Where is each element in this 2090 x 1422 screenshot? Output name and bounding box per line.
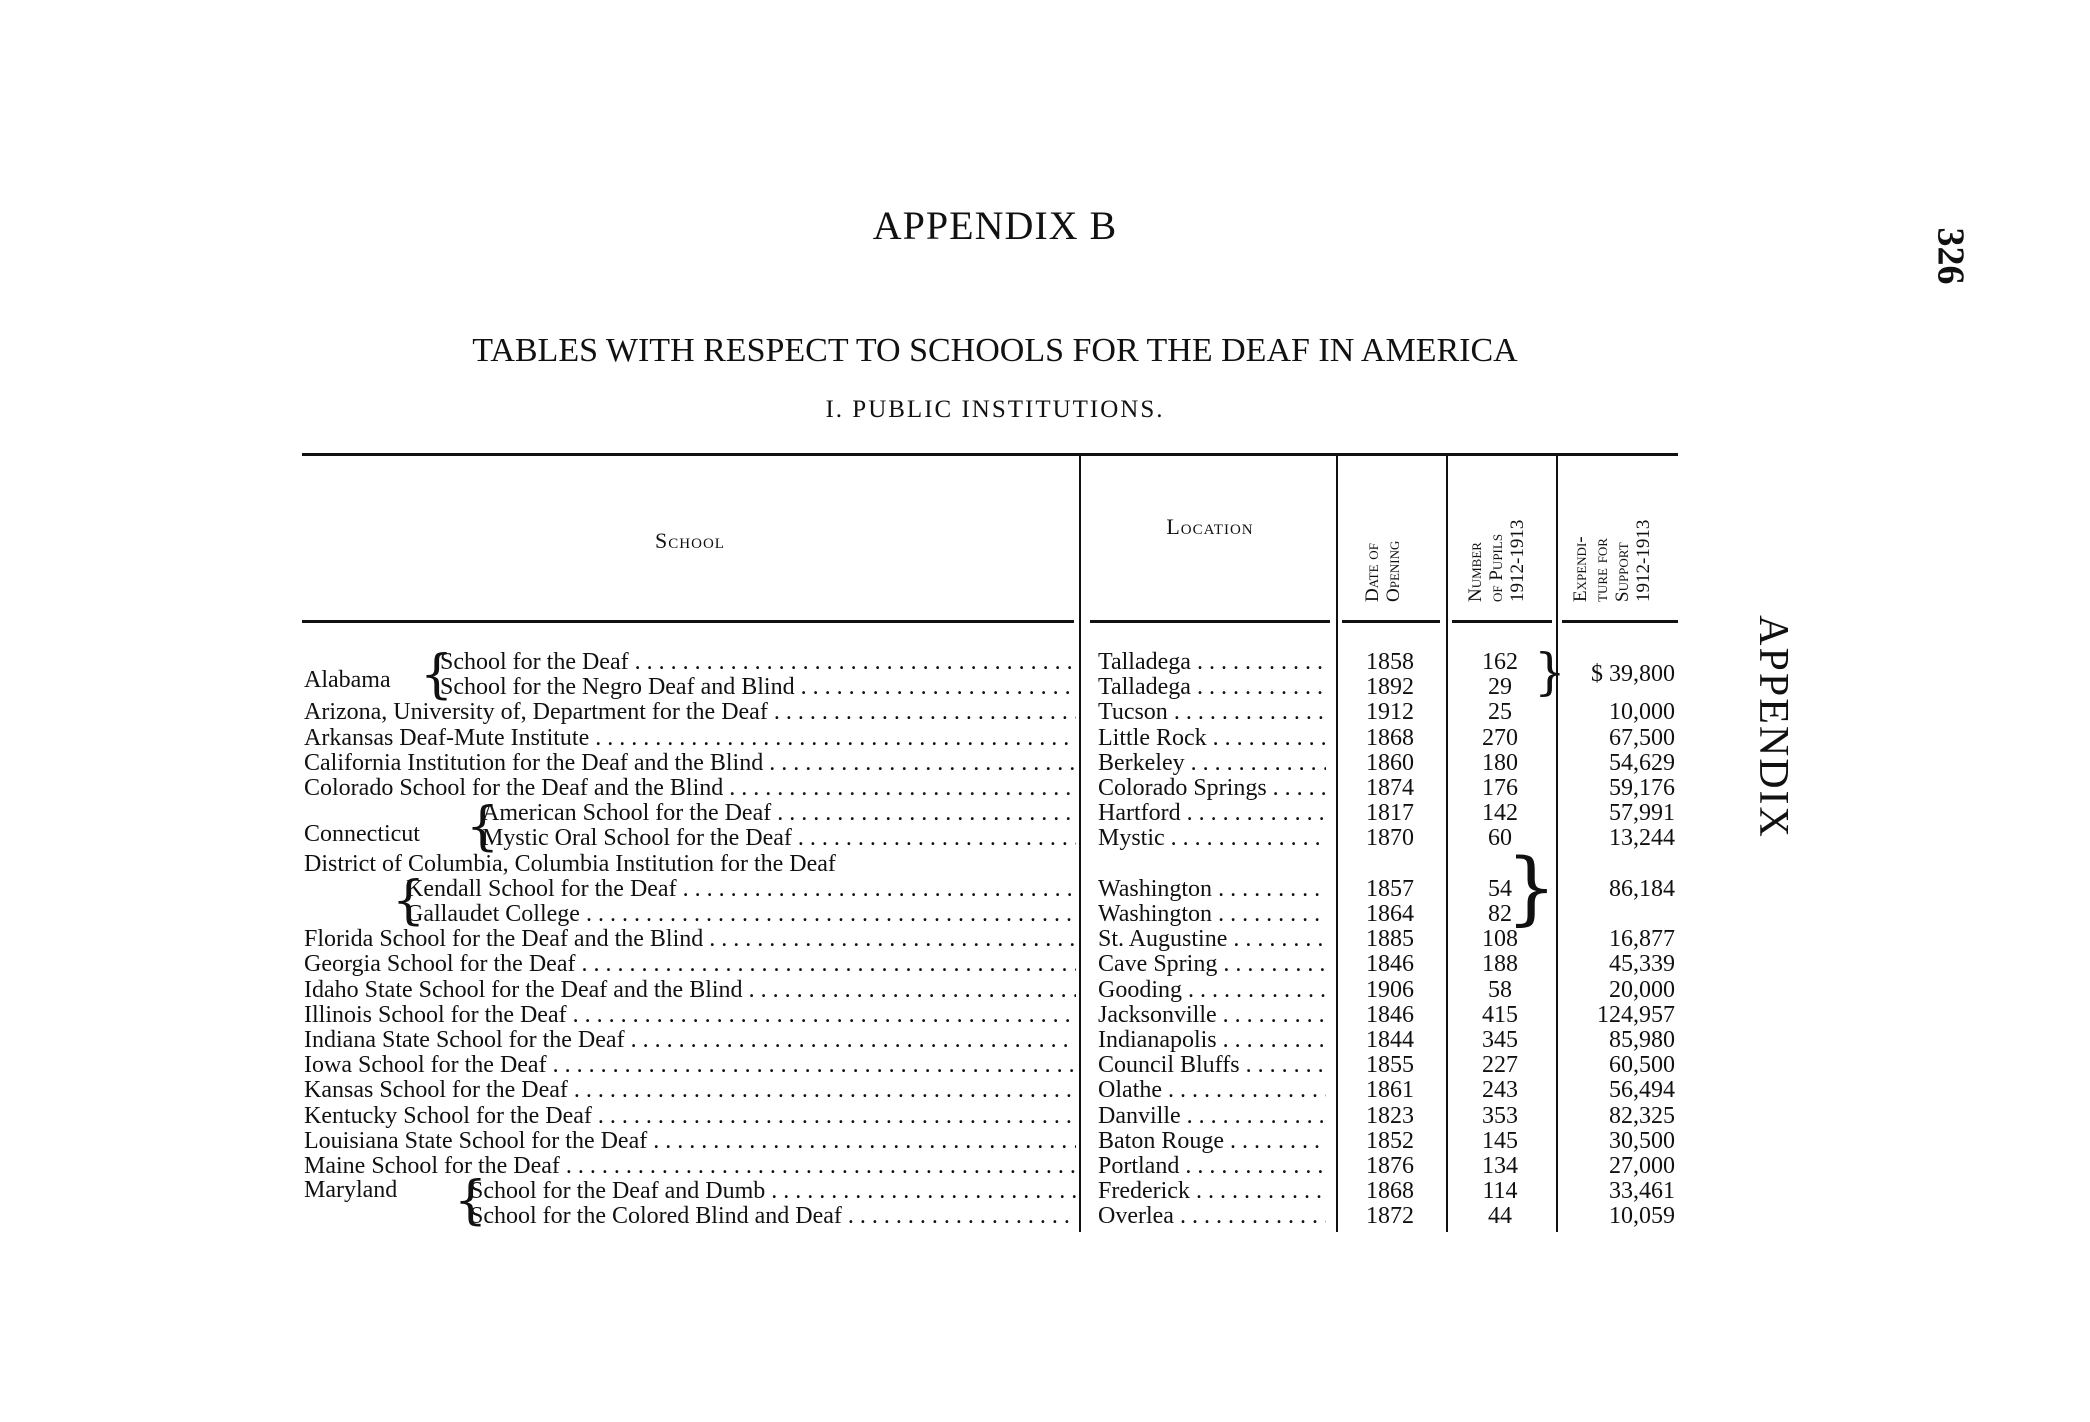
cell-number-of-pupils: 353	[1482, 1103, 1518, 1129]
location-name: Baton Rouge	[1098, 1129, 1224, 1154]
cell-expenditure: 56,494	[1609, 1077, 1675, 1103]
location-name: Portland	[1098, 1154, 1180, 1179]
school-name: Iowa School for the Deaf	[304, 1053, 547, 1078]
table-row	[0, 1129, 2090, 1154]
cell-expenditure: 16,877	[1609, 926, 1675, 952]
location-name: Gooding	[1098, 978, 1182, 1003]
cell-expenditure: 57,991	[1609, 800, 1675, 826]
location-name: Little Rock	[1098, 726, 1207, 751]
header-exp-line4: 1912-1913	[1633, 519, 1654, 602]
school-name: School for the Negro Deaf and Blind	[440, 675, 795, 700]
table-row	[0, 1204, 2090, 1229]
table-row	[0, 1003, 2090, 1028]
location-name: Mystic	[1098, 826, 1165, 851]
cell-date-of-opening: 1852	[1366, 1128, 1414, 1154]
cell-school	[482, 826, 1076, 851]
table-row	[0, 1028, 2090, 1053]
cell-expenditure: 10,059	[1609, 1203, 1675, 1229]
table-row	[0, 1104, 2090, 1129]
header-bottom-rule-date	[1342, 620, 1440, 623]
cell-date-of-opening: 1868	[1366, 1178, 1414, 1204]
cell-location	[1098, 1129, 1326, 1154]
cell-school	[304, 726, 1076, 751]
cell-school	[304, 1053, 1076, 1078]
cell-expenditure: 33,461	[1609, 1178, 1675, 1204]
cell-location	[1098, 726, 1326, 751]
table-row	[0, 726, 2090, 751]
cell-number-of-pupils: 25	[1488, 699, 1512, 725]
school-name: Louisiana State School for the Deaf	[304, 1129, 648, 1154]
school-name: American School for the Deaf	[482, 801, 772, 826]
table-row	[0, 1053, 2090, 1078]
cell-expenditure: 86,184	[1609, 876, 1675, 902]
cell-school	[304, 1104, 1076, 1129]
table-row	[0, 801, 2090, 826]
cell-location	[1098, 1179, 1326, 1204]
cell-date-of-opening: 1874	[1366, 775, 1414, 801]
header-expenditure	[1570, 520, 1654, 602]
cell-number-of-pupils: 176	[1482, 775, 1518, 801]
location-name: Tucson	[1098, 700, 1168, 725]
cell-date-of-opening: 1872	[1366, 1203, 1414, 1229]
cell-location	[1098, 700, 1326, 725]
table-row	[0, 877, 2090, 902]
cell-date-of-opening: 1876	[1366, 1153, 1414, 1179]
cell-number-of-pupils: 54	[1488, 876, 1512, 902]
cell-date-of-opening: 1885	[1366, 926, 1414, 952]
table-row	[0, 1078, 2090, 1103]
cell-number-of-pupils: 134	[1482, 1153, 1518, 1179]
school-name: Idaho State School for the Deaf and the Blind	[304, 978, 743, 1003]
cell-school	[304, 952, 1076, 977]
cell-date-of-opening: 1906	[1366, 977, 1414, 1003]
location-name: Hartford	[1098, 801, 1181, 826]
cell-location	[1098, 650, 1326, 675]
cell-number-of-pupils: 60	[1488, 825, 1512, 851]
cell-expenditure: 124,957	[1597, 1002, 1675, 1028]
cell-school	[304, 1129, 1076, 1154]
cell-school	[482, 801, 1076, 826]
location-name: Washington	[1098, 902, 1213, 927]
cell-number-of-pupils: 415	[1482, 1002, 1518, 1028]
cell-date-of-opening: 1868	[1366, 725, 1414, 751]
school-name: Maine School for the Deaf	[304, 1154, 560, 1179]
cell-number-of-pupils: 44	[1488, 1203, 1512, 1229]
cell-location	[1098, 1078, 1326, 1103]
table-row	[0, 675, 2090, 700]
cell-number-of-pupils: 114	[1482, 1178, 1518, 1204]
table-row	[0, 978, 2090, 1003]
school-name: Illinois School for the Deaf	[304, 1003, 567, 1028]
cell-number-of-pupils: 82	[1488, 901, 1512, 927]
header-bottom-rule-pupils	[1452, 620, 1552, 623]
cell-date-of-opening: 1846	[1366, 1002, 1414, 1028]
cell-school	[406, 902, 1076, 927]
location-name: Council Bluffs	[1098, 1053, 1240, 1078]
cell-date-of-opening: 1823	[1366, 1103, 1414, 1129]
cell-school	[304, 978, 1076, 1003]
header-location: Location	[1166, 514, 1254, 539]
header-bottom-rule-location	[1090, 620, 1330, 623]
group-label-connecticut: Connecticut	[304, 821, 420, 847]
location-name: St. Augustine	[1098, 927, 1228, 952]
cell-date-of-opening: 1846	[1366, 951, 1414, 977]
cell-expenditure: 54,629	[1609, 750, 1675, 776]
cell-location	[1098, 1204, 1326, 1229]
school-name: School for the Colored Blind and Deaf	[470, 1204, 842, 1229]
cell-location	[1098, 826, 1326, 851]
table-row	[0, 751, 2090, 776]
school-name: Indiana State School for the Deaf	[304, 1028, 625, 1053]
table-row	[0, 852, 2090, 877]
location-name: Indianapolis	[1098, 1028, 1217, 1053]
appendix-title: APPENDIX B	[872, 203, 1118, 248]
cell-number-of-pupils: 108	[1482, 926, 1518, 952]
cell-expenditure: 10,000	[1609, 699, 1675, 725]
cell-expenditure: 67,500	[1609, 725, 1675, 751]
cell-number-of-pupils: 142	[1482, 800, 1518, 826]
cell-school	[304, 852, 1076, 877]
left-brace: {	[466, 797, 500, 857]
cell-location	[1098, 927, 1326, 952]
group-label-maryland: Maryland	[304, 1177, 398, 1203]
header-number-of-pupils	[1465, 520, 1528, 602]
school-name: Colorado School for the Deaf and the Blind	[304, 776, 724, 801]
location-name: Talladega	[1098, 675, 1191, 700]
school-name: District of Columbia, Columbia Institution for the Deaf	[304, 852, 836, 877]
table-row	[0, 927, 2090, 952]
cell-location	[1098, 877, 1326, 902]
header-date-of-opening	[1362, 541, 1404, 602]
school-name: Kansas School for the Deaf	[304, 1078, 568, 1103]
cell-location	[1098, 801, 1326, 826]
cell-location	[1098, 1053, 1326, 1078]
cell-date-of-opening: 1855	[1366, 1052, 1414, 1078]
cell-school	[440, 675, 1076, 700]
cell-school	[304, 927, 1076, 952]
table-row	[0, 1154, 2090, 1179]
cell-location	[1098, 1028, 1326, 1053]
table-row	[0, 902, 2090, 927]
cell-school	[304, 1003, 1076, 1028]
cell-number-of-pupils: 58	[1488, 977, 1512, 1003]
cell-school	[440, 650, 1076, 675]
cell-school	[304, 1028, 1076, 1053]
school-name: Florida School for the Deaf and the Blind	[304, 927, 704, 952]
cell-expenditure: 20,000	[1609, 977, 1675, 1003]
location-name: Washington	[1098, 877, 1213, 902]
cell-expenditure: 60,500	[1609, 1052, 1675, 1078]
cell-date-of-opening: 1857	[1366, 876, 1414, 902]
left-brace: {	[392, 871, 426, 931]
school-name: Kentucky School for the Deaf	[304, 1104, 592, 1129]
location-name: Berkeley	[1098, 751, 1185, 776]
cell-school	[304, 1154, 1076, 1179]
margin-heading: APPENDIX	[1750, 615, 1796, 839]
table-row	[0, 700, 2090, 725]
cell-expenditure: 59,176	[1609, 775, 1675, 801]
cell-expenditure: 27,000	[1609, 1153, 1675, 1179]
header-pupils-line2: of Pupils	[1486, 533, 1507, 602]
cell-date-of-opening: 1892	[1366, 674, 1414, 700]
cell-expenditure: $ 39,800	[1591, 661, 1675, 687]
cell-date-of-opening: 1870	[1366, 825, 1414, 851]
cell-expenditure: 45,339	[1609, 951, 1675, 977]
header-exp-line1: Expendi-	[1570, 536, 1591, 602]
school-name: Georgia School for the Deaf	[304, 952, 576, 977]
table-row	[0, 952, 2090, 977]
section-heading: I. PUBLIC INSTITUTIONS.	[825, 396, 1165, 423]
cell-school	[470, 1179, 1076, 1204]
header-bottom-rule-school	[302, 620, 1074, 623]
cell-date-of-opening: 1844	[1366, 1027, 1414, 1053]
table-row	[0, 826, 2090, 851]
cell-location	[1098, 952, 1326, 977]
school-name: California Institution for the Deaf and the Blind	[304, 751, 764, 776]
table-row	[0, 1179, 2090, 1204]
location-name: Talladega	[1098, 650, 1191, 675]
location-name: Danville	[1098, 1104, 1181, 1129]
cell-date-of-opening: 1864	[1366, 901, 1414, 927]
cell-number-of-pupils: 270	[1482, 725, 1518, 751]
location-name: Frederick	[1098, 1179, 1190, 1204]
school-name: Gallaudet College	[406, 902, 580, 927]
cell-expenditure: 82,325	[1609, 1103, 1675, 1129]
location-name: Jacksonville	[1098, 1003, 1217, 1028]
cell-school	[304, 700, 1076, 725]
school-name: School for the Deaf and Dumb	[470, 1179, 766, 1204]
header-exp-line2: ture for	[1591, 538, 1612, 602]
cell-location	[1098, 751, 1326, 776]
school-name: Mystic Oral School for the Deaf	[482, 826, 792, 851]
cell-date-of-opening: 1860	[1366, 750, 1414, 776]
cell-location	[1098, 978, 1326, 1003]
cell-date-of-opening: 1817	[1366, 800, 1414, 826]
left-brace: {	[454, 1171, 488, 1231]
cell-school	[304, 751, 1076, 776]
cell-school	[470, 1204, 1076, 1229]
header-exp-line3: Support	[1612, 542, 1633, 602]
school-name: Arizona, University of, Department for the Deaf	[304, 700, 768, 725]
right-brace: }	[1506, 841, 1557, 934]
header-date-line2: Opening	[1383, 540, 1404, 602]
cell-location	[1098, 1154, 1326, 1179]
cell-location	[1098, 902, 1326, 927]
cell-location	[1098, 776, 1326, 801]
cell-school	[406, 877, 1076, 902]
right-brace: }	[1534, 643, 1566, 701]
table-row	[0, 776, 2090, 801]
school-name: Arkansas Deaf-Mute Institute	[304, 726, 590, 751]
cell-expenditure: 85,980	[1609, 1027, 1675, 1053]
location-name: Colorado Springs	[1098, 776, 1267, 801]
cell-school	[304, 776, 1076, 801]
cell-number-of-pupils: 29	[1488, 674, 1512, 700]
school-name: School for the Deaf	[440, 650, 629, 675]
cell-date-of-opening: 1912	[1366, 699, 1414, 725]
school-name: Kendall School for the Deaf	[406, 877, 677, 902]
cell-number-of-pupils: 243	[1482, 1077, 1518, 1103]
cell-date-of-opening: 1858	[1366, 649, 1414, 675]
cell-date-of-opening: 1861	[1366, 1077, 1414, 1103]
cell-location	[1098, 1003, 1326, 1028]
cell-number-of-pupils: 180	[1482, 750, 1518, 776]
cell-school	[304, 1078, 1076, 1103]
left-brace: {	[420, 645, 454, 705]
location-name: Olathe	[1098, 1078, 1162, 1103]
cell-number-of-pupils: 162	[1482, 649, 1518, 675]
cell-location	[1098, 1104, 1326, 1129]
location-name: Cave Spring	[1098, 952, 1218, 977]
header-pupils-line3: 1912-1913	[1507, 519, 1528, 602]
header-pupils-line1: Number	[1465, 542, 1486, 602]
cell-number-of-pupils: 188	[1482, 951, 1518, 977]
cell-number-of-pupils: 345	[1482, 1027, 1518, 1053]
table-top-rule	[302, 453, 1678, 456]
header-bottom-rule-expenditure	[1562, 620, 1678, 623]
location-name: Overlea	[1098, 1204, 1174, 1229]
cell-number-of-pupils: 227	[1482, 1052, 1518, 1078]
group-label-alabama: Alabama	[304, 667, 391, 693]
header-date-line1: Date of	[1362, 543, 1383, 602]
header-school: School	[655, 528, 725, 553]
cell-number-of-pupils: 145	[1482, 1128, 1518, 1154]
tables-subtitle: TABLES WITH RESPECT TO SCHOOLS FOR THE DEAF IN AMERICA	[472, 332, 1518, 369]
cell-expenditure: 30,500	[1609, 1128, 1675, 1154]
page-number: 326	[1929, 227, 1972, 285]
cell-expenditure: 13,244	[1609, 825, 1675, 851]
cell-location	[1098, 675, 1326, 700]
